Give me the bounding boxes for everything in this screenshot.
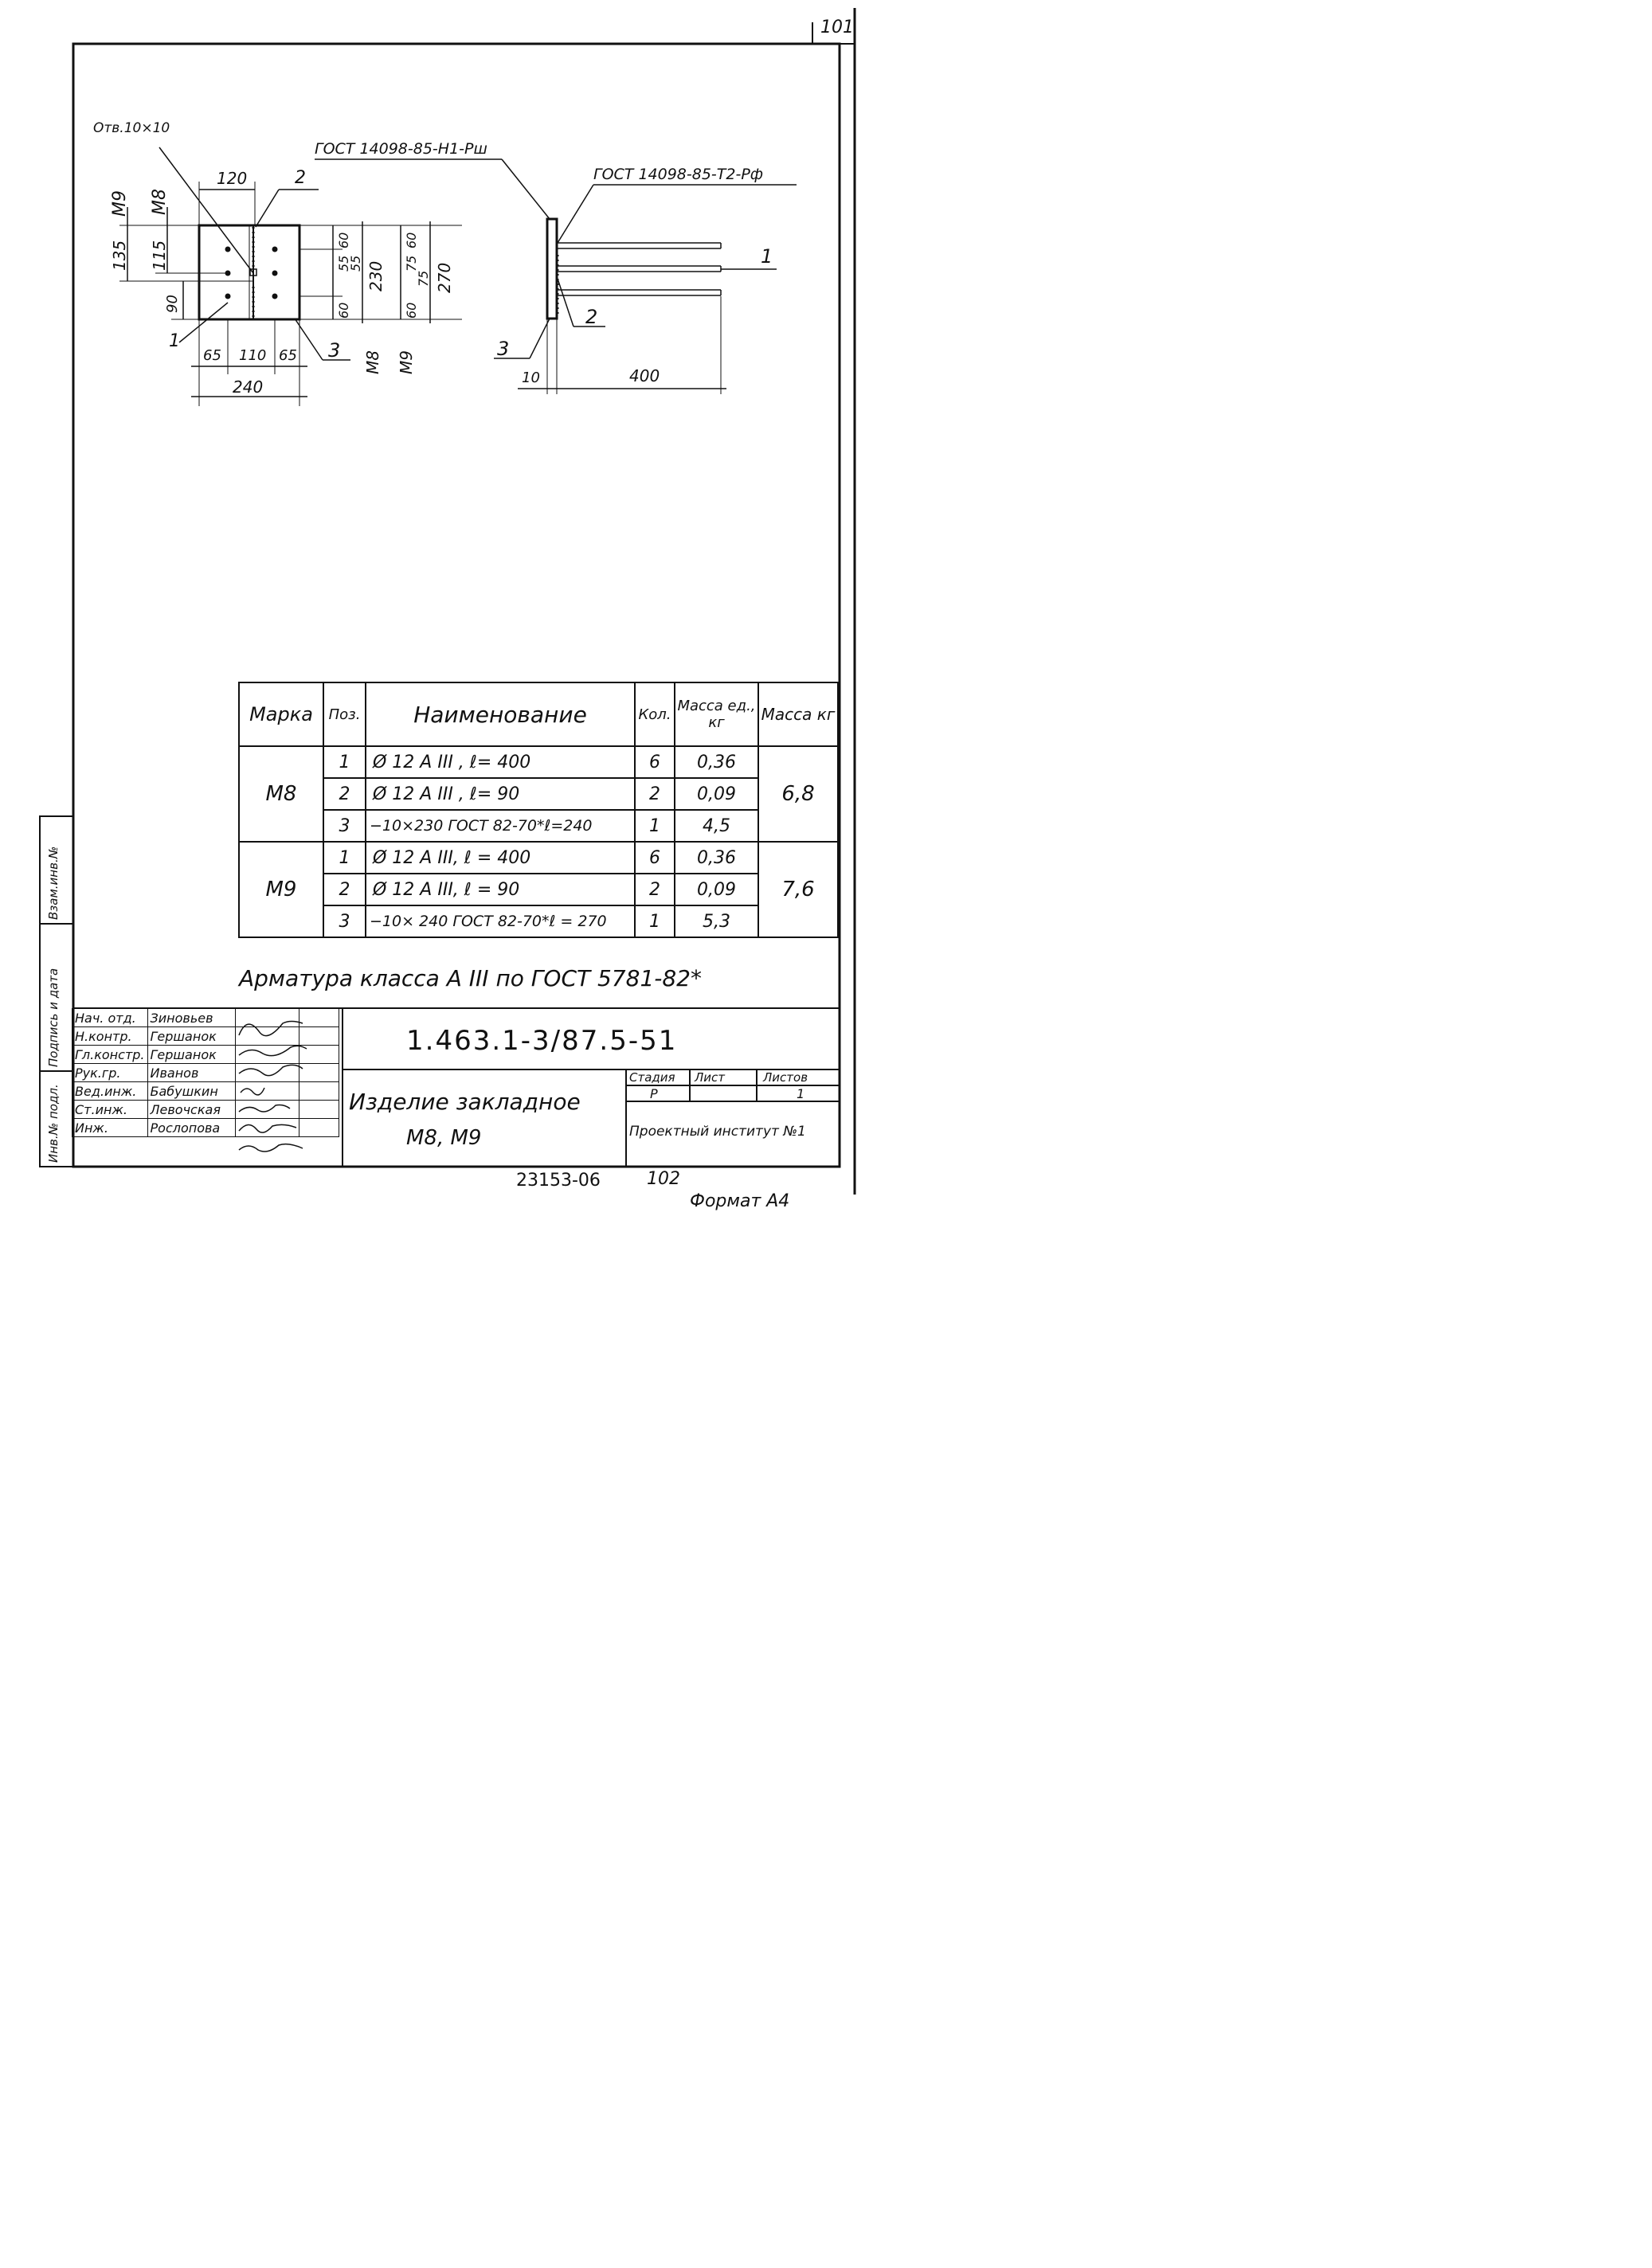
side-dim-400: 400	[629, 366, 660, 385]
dim-s60b: 60	[404, 302, 419, 319]
gost-left-label: ГОСТ 14098-85-Н1-Рш	[315, 140, 487, 158]
table-cell: 1	[323, 746, 366, 778]
person-name: Рослопова	[147, 1119, 235, 1137]
table-cell: 0,09	[675, 874, 758, 905]
pos-3-label: 3	[328, 339, 341, 362]
format-label: Формат А4	[690, 1191, 790, 1211]
mark-m8: М8	[239, 746, 323, 842]
header-qty: Кол.	[635, 682, 675, 746]
person-name: Гершанок	[147, 1046, 235, 1064]
title-line-2: М8, М9	[406, 1126, 482, 1150]
dim-65b: 65	[279, 347, 297, 364]
dim-90: 90	[164, 295, 181, 313]
table-cell: Ø 12 А III , ℓ= 90	[366, 778, 635, 810]
table-cell: 2	[323, 874, 366, 905]
document-code: 1.463.1-3/87.5-51	[406, 1025, 678, 1057]
person-name: Левочская	[147, 1101, 235, 1119]
dim-s75b: 75	[416, 270, 431, 287]
header-mark: Марка	[239, 682, 323, 746]
table-cell: 1	[635, 810, 675, 842]
dim-120: 120	[217, 169, 248, 188]
m8-label: М8	[150, 189, 170, 215]
side-dim-10: 10	[522, 370, 540, 386]
role: Гл.констр.	[72, 1046, 148, 1064]
title-line-1: Изделие закладное	[349, 1089, 581, 1115]
dim-r55b: 55	[348, 255, 363, 272]
dim-115: 115	[150, 240, 169, 271]
side-stamp-inv: Инв.№ подл.	[46, 1084, 61, 1163]
person-name: Иванов	[147, 1064, 235, 1082]
table-cell: 3	[323, 810, 366, 842]
m9-label-bottom: М9	[397, 350, 416, 374]
role: Н.контр.	[72, 1027, 148, 1046]
role: Инж.	[72, 1119, 148, 1137]
footer-page: 102	[647, 1169, 680, 1189]
side-stamp-signature: Подпись и дата	[46, 968, 61, 1067]
person-name: Гершанок	[147, 1027, 235, 1046]
dim-240: 240	[233, 377, 264, 397]
pos-2-label: 2	[295, 168, 306, 188]
table-cell: 1	[323, 842, 366, 874]
table-cell: 4,5	[675, 810, 758, 842]
table-cell: Ø 12 А III, ℓ = 90	[366, 874, 635, 905]
organization: Проектный институт №1	[629, 1124, 806, 1140]
note: Арматура класса А III по ГОСТ 5781-82*	[239, 965, 702, 991]
table-cell: 2	[635, 778, 675, 810]
table-cell: −10× 240 ГОСТ 82-70*ℓ = 270	[366, 905, 635, 937]
role: Ст.инж.	[72, 1101, 148, 1119]
dim-s60a: 60	[404, 232, 419, 248]
table-cell: 2	[323, 778, 366, 810]
table-cell: 0,36	[675, 746, 758, 778]
dim-r60a: 60	[336, 232, 351, 248]
role: Нач. отд.	[72, 1009, 148, 1027]
mark-m9: М9	[239, 842, 323, 937]
stage-header: Стадия	[629, 1070, 675, 1085]
role: Вед.инж.	[72, 1082, 148, 1101]
pos-1-label: 1	[169, 331, 180, 351]
header-pos: Поз.	[323, 682, 366, 746]
hole-label: Отв.10×10	[93, 120, 170, 136]
sheets-value: 1	[797, 1086, 805, 1101]
side-pos-2: 2	[585, 306, 598, 328]
header-name: Наименование	[366, 682, 635, 746]
table-cell: 1	[635, 905, 675, 937]
dim-270: 270	[435, 262, 454, 293]
person-name: Бабушкин	[147, 1082, 235, 1101]
mass-m8: 6,8	[758, 746, 838, 842]
page-number: 101	[820, 18, 854, 37]
stage-value: Р	[650, 1086, 658, 1101]
table-cell: 6	[635, 842, 675, 874]
dim-110: 110	[239, 347, 267, 364]
table-cell: 5,3	[675, 905, 758, 937]
dim-r55a: 55	[336, 255, 351, 272]
side-pos-1: 1	[761, 245, 773, 268]
mass-m9: 7,6	[758, 842, 838, 937]
table-cell: 3	[323, 905, 366, 937]
sheet-header: Лист	[695, 1070, 726, 1085]
table-cell: 6	[635, 746, 675, 778]
table-cell: Ø 12 А III, ℓ = 400	[366, 842, 635, 874]
dim-230: 230	[366, 260, 386, 291]
table-cell: 2	[635, 874, 675, 905]
dim-r60b: 60	[336, 302, 351, 319]
dim-s75a: 75	[404, 255, 419, 272]
table-cell: −10×230 ГОСТ 82-70*ℓ=240	[366, 810, 635, 842]
side-pos-3: 3	[497, 338, 510, 360]
person-name: Зиновьев	[147, 1009, 235, 1027]
gost-right-label: ГОСТ 14098-85-Т2-Рф	[593, 166, 764, 183]
footer-number: 23153-06	[516, 1171, 601, 1191]
dim-65a: 65	[203, 347, 221, 364]
header-mass: Масса кг	[758, 682, 838, 746]
side-stamp-replace: Взам.инв.№	[46, 846, 61, 920]
table-cell: 0,36	[675, 842, 758, 874]
table-cell: Ø 12 А III , ℓ= 400	[366, 746, 635, 778]
sheets-header: Листов	[763, 1070, 808, 1085]
role: Рук.гр.	[72, 1064, 148, 1082]
m8-label-bottom: М8	[363, 350, 382, 374]
m9-label: М9	[110, 190, 130, 217]
header-mass-unit: Масса ед., кг	[675, 682, 758, 746]
dim-135: 135	[110, 240, 129, 271]
table-cell: 0,09	[675, 778, 758, 810]
